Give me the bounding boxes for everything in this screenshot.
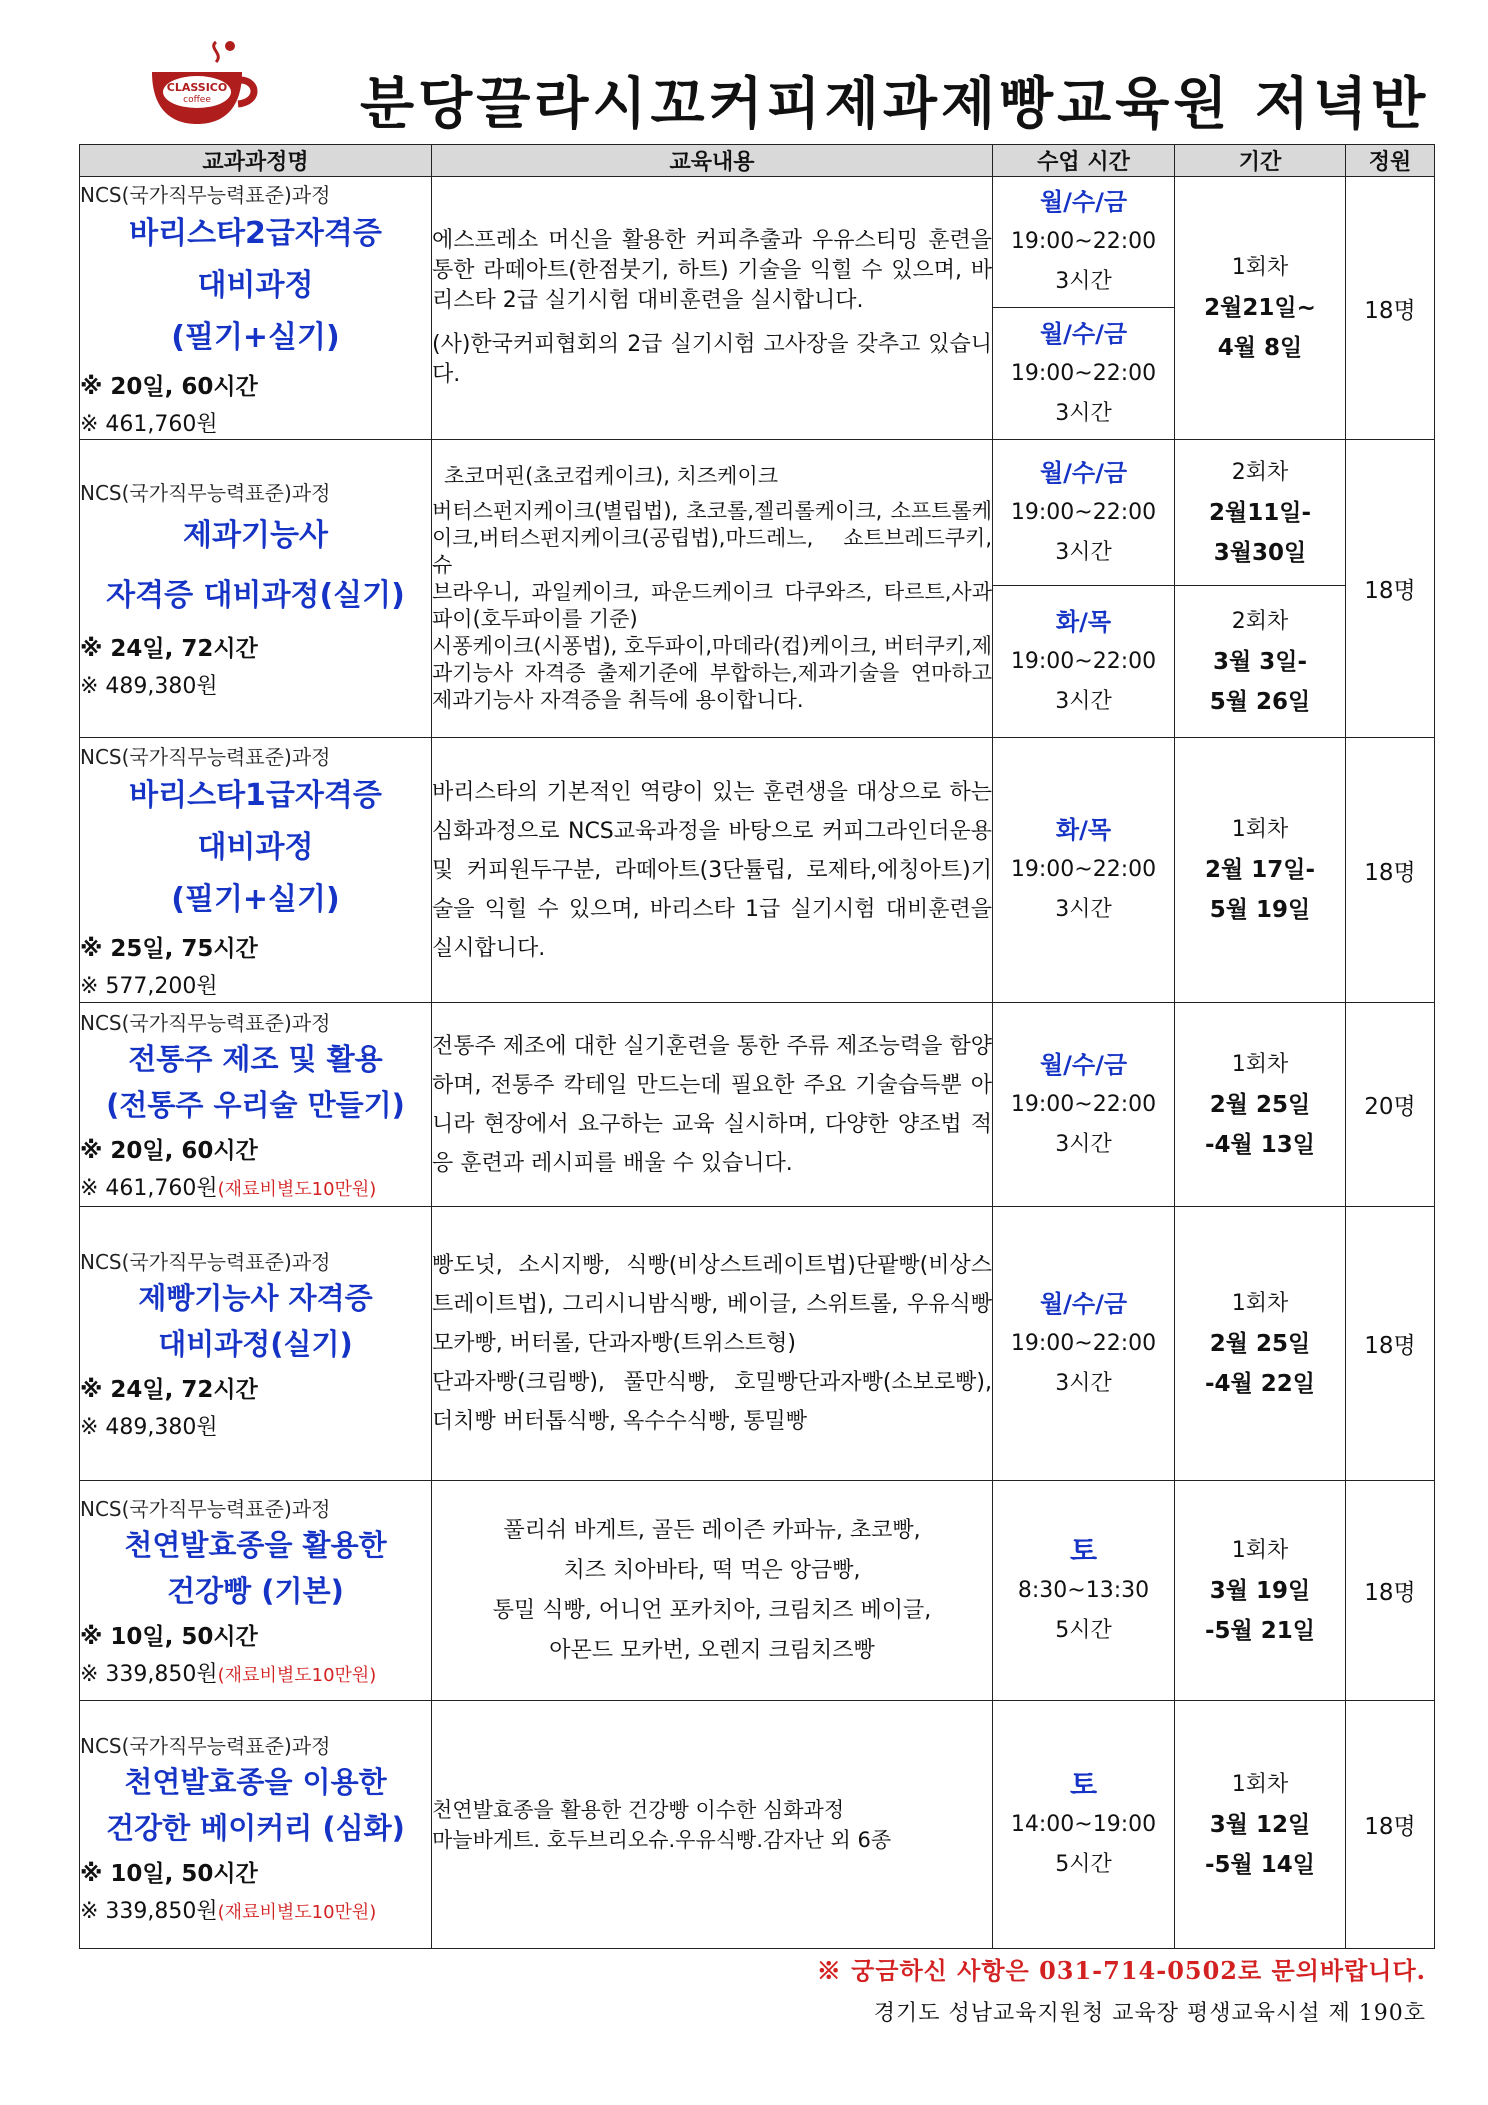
period-start: 2월 25일: [1209, 1330, 1311, 1357]
table-row: [80, 1701, 1435, 1949]
content-text: 아몬드 모카번, 오렌지 크림치즈빵: [549, 1637, 875, 1663]
course-schedule-table: [79, 144, 1435, 1949]
logo-text-classico: CLASSICO: [166, 81, 228, 94]
column-header: 교과과정명: [80, 145, 432, 177]
content-text: 버터스펀지케이크(별립법), 초코롤,젤리롤케이크, 소프트롤케이크,버터스펀지케이크(공립법),마드레느, 쇼트브레드쿠키, 슈: [432, 499, 992, 577]
session-time: 19:00~22:00: [1010, 1091, 1157, 1117]
material-fee-note: (재료비별도10만원): [217, 1179, 377, 1200]
course-price: [80, 1171, 431, 1202]
course-cell: [80, 440, 432, 738]
session-day: 월/수/금: [1039, 319, 1128, 348]
session-cell: [993, 308, 1175, 440]
period-start: 2월 17일-: [1205, 857, 1315, 883]
session-day: 월/수/금: [1039, 1050, 1128, 1079]
period-start: 2월21일~: [1204, 295, 1316, 321]
material-fee-note: (재료비별도10만원): [217, 1902, 377, 1923]
column-header: 정원: [1346, 145, 1435, 177]
content-text: 전통주 제조에 대한 실기훈련을 통한 주류 제조능력을 함양하며, 전통주 칵테일 만드는데 필요한 주요 기술습득뿐 아니라 현장에서 요구하는 교육 실시하며, 다양한 양조법 적응 훈련과 레시피를 배울 수 있습니다.: [432, 1033, 992, 1176]
table-row: [80, 1207, 1435, 1481]
course-name: 건강빵 (기본): [167, 1574, 344, 1608]
ncs-label: NCS(국가직무능력표준)과정: [80, 481, 331, 505]
course-name: 전통주 제조 및 활용: [128, 1042, 383, 1076]
content-text: (사)한국커피협회의 2급 실기시험 고사장을 갖추고 있습니다.: [432, 332, 992, 387]
period-cell: [1175, 1701, 1346, 1949]
course-duration: ※ 25일, 75시간: [80, 935, 258, 962]
ncs-label: NCS(국가직무능력표준)과정: [80, 1250, 331, 1274]
session-day: 월/수/금: [1039, 188, 1128, 216]
contact-notice: ※ 궁금하신 사항은 031-714-0502로 문의바랍니다.: [816, 1956, 1426, 1985]
period-start: 3월 19일: [1209, 1577, 1311, 1604]
table-row: [80, 1003, 1435, 1207]
content-text: 단과자빵(크림빵), 풀만식빵, 호밀빵단과자빵(소보로빵), 더치빵 버터톱식빵, 옥수수식빵, 통밀빵: [432, 1370, 992, 1434]
content-text: 에스프레소 머신을 활용한 커피추출과 우유스티밍 훈련을 통한 라떼아트(한점붓기, 하트) 기술을 익힐 수 있으며, 바리스타 2급 실기시험 대비훈련을 실시합니다.: [432, 228, 992, 313]
content-cell: [432, 1003, 993, 1207]
course-cell: [80, 738, 432, 1003]
logo-text-coffee: coffee: [183, 95, 211, 105]
content-cell: [432, 738, 993, 1003]
period-round: 1회차: [1231, 817, 1289, 842]
course-name: 대비과정: [197, 267, 314, 303]
content-text: 바리스타의 기본적인 역량이 있는 훈련생을 대상으로 하는 심화과정으로 NCS교육과정을 바탕으로 커피그라인더운용 및 커피원두구분, 라떼아트(3단튤립, 로제타,에칭아트)기술을 익힐 수 있으며, 바리스타 1급 실기시험 대비훈련을 실시합니다.: [432, 779, 992, 961]
session-day: 토: [1069, 1533, 1098, 1567]
course-price: ※ 489,380원: [80, 1415, 218, 1440]
capacity-cell: 18명: [1346, 177, 1435, 440]
table-row: [80, 440, 1435, 586]
course-cell: [80, 1481, 432, 1701]
session-hours: 3시간: [1055, 897, 1112, 922]
content-cell: [432, 1207, 993, 1481]
period-cell: [1175, 1003, 1346, 1207]
session-time: 14:00~19:00: [1010, 1811, 1157, 1837]
content-cell: [432, 177, 993, 440]
session-hours: 3시간: [1055, 400, 1112, 426]
session-cell: [993, 1481, 1175, 1701]
course-name: 바리스타1급자격증: [129, 777, 382, 813]
course-duration: ※ 10일, 50시간: [80, 1624, 258, 1650]
price-value: ※ 339,850원: [80, 1899, 218, 1924]
content-text: 브라우니, 과일케이크, 파운드케이크 다쿠와즈, 타르트,사과파이(호두파이를 기준): [432, 580, 992, 631]
period-cell: [1175, 177, 1346, 440]
period-end: 3월30일: [1213, 539, 1307, 566]
session-time: 8:30~13:30: [1017, 1577, 1150, 1603]
capacity-cell: 18명: [1346, 738, 1435, 1003]
content-text: 치즈 치아바타, 떡 먹은 앙금빵,: [563, 1557, 861, 1583]
ncs-label: NCS(국가직무능력표준)과정: [80, 182, 331, 207]
session-hours: 3시간: [1055, 1370, 1112, 1396]
content-cell: [432, 1701, 993, 1949]
ncs-label: NCS(국가직무능력표준)과정: [80, 1734, 331, 1758]
session-day: 화/목: [1055, 816, 1112, 844]
course-name: 제빵기능사 자격증: [138, 1281, 373, 1315]
period-cell: [1175, 586, 1346, 738]
capacity-cell: 18명: [1346, 1481, 1435, 1701]
course-duration: ※ 24일, 72시간: [80, 1377, 258, 1403]
table-row: [80, 738, 1435, 1003]
table-header-row: [80, 145, 1435, 177]
course-duration: ※ 20일, 60시간: [80, 373, 258, 400]
session-cell: [993, 1701, 1175, 1949]
course-cell: [80, 1701, 432, 1949]
ncs-label: NCS(국가직무능력표준)과정: [80, 1497, 331, 1521]
course-duration: ※ 10일, 50시간: [80, 1861, 258, 1887]
course-name: 천연발효종을 활용한: [124, 1528, 387, 1562]
course-price: ※ 489,380원: [80, 674, 218, 699]
column-header: 교육내용: [432, 145, 993, 177]
session-time: 19:00~22:00: [1010, 229, 1157, 254]
content-cell: [432, 440, 993, 738]
course-name: (전통주 우리술 만들기): [106, 1088, 405, 1122]
course-name: (필기+실기): [171, 881, 340, 917]
course-name: 건강한 베이커리 (심화): [106, 1811, 405, 1845]
session-time: 19:00~22:00: [1010, 360, 1157, 386]
period-cell: [1175, 1207, 1346, 1481]
session-cell: [993, 177, 1175, 308]
period-cell: [1175, 738, 1346, 1003]
content-text: 통밀 식빵, 어니언 포카치아, 크림치즈 베이글,: [492, 1597, 932, 1623]
period-round: 1회차: [1231, 255, 1289, 280]
capacity-cell: 18명: [1346, 1701, 1435, 1949]
course-name: 제과기능사: [183, 518, 328, 553]
course-cell: [80, 1207, 432, 1481]
content-text: 초코머핀(쵸코컵케이크), 치즈케이크: [444, 464, 779, 488]
capacity-cell: 18명: [1346, 440, 1435, 738]
price-value: ※ 339,850원: [80, 1662, 218, 1687]
price-value: ※ 461,760원: [80, 1176, 218, 1201]
course-price: [80, 1657, 431, 1688]
content-text: 시퐁케이크(시퐁법), 호두파이,마데라(컵)케이크, 버터쿠키,제과기능사 자격증 출제기준에 부합하는,제과기술을 연마하고 제과기능사 자격증을 취득에 용이합니다.: [432, 634, 992, 712]
period-start: 3월 12일: [1209, 1811, 1311, 1838]
period-end: 4월 8일: [1217, 335, 1303, 361]
session-cell: [993, 586, 1175, 738]
page-header: [0, 0, 1488, 140]
course-cell: [80, 1003, 432, 1207]
classico-coffee-logo-icon: [146, 38, 266, 128]
course-name: 자격증 대비과정(실기): [106, 578, 405, 613]
course-name: 바리스타2급자격증: [129, 215, 382, 251]
period-start: 2월 25일: [1209, 1091, 1311, 1118]
period-round: 2회차: [1231, 459, 1289, 485]
period-start: 2월11일-: [1209, 499, 1311, 526]
period-end: -5월 21일: [1205, 1617, 1315, 1644]
ncs-label: NCS(국가직무능력표준)과정: [80, 744, 331, 769]
session-cell: [993, 440, 1175, 586]
period-end: 5월 19일: [1209, 897, 1311, 923]
ncs-label: NCS(국가직무능력표준)과정: [80, 1011, 331, 1035]
period-end: -4월 13일: [1205, 1131, 1315, 1158]
course-duration: ※ 20일, 60시간: [80, 1138, 258, 1164]
session-day: 화/목: [1055, 607, 1112, 636]
page-title: 분당끌라시꼬커피제과제빵교육원 저녁반: [360, 71, 1430, 137]
course-cell: [80, 177, 432, 440]
content-text: 풀리쉬 바게트, 골든 레이즌 카파뉴, 초코빵,: [503, 1517, 921, 1543]
content-text: 마늘바게트. 호두브리오슈.우유식빵.감자난 외 6종: [432, 1827, 892, 1852]
table-row: [80, 177, 1435, 308]
content-text: 빵도넛, 소시지빵, 식빵(비상스트레이트법)단팥빵(비상스트레이트법), 그리시니밤식빵, 베이글, 스위트롤, 우유식빵모카빵, 버터롤, 단과자빵(트위스트형): [432, 1253, 992, 1356]
period-cell: [1175, 1481, 1346, 1701]
capacity-cell: 18명: [1346, 1207, 1435, 1481]
session-time: 19:00~22:00: [1010, 499, 1157, 525]
course-price: ※ 577,200원: [80, 973, 218, 999]
session-time: 19:00~22:00: [1010, 857, 1157, 882]
session-cell: [993, 738, 1175, 1003]
session-time: 19:00~22:00: [1010, 648, 1157, 674]
session-hours: 3시간: [1055, 1131, 1112, 1157]
session-hours: 3시간: [1055, 539, 1112, 565]
session-time: 19:00~22:00: [1010, 1330, 1157, 1356]
content-text: 천연발효종을 활용한 건강빵 이수한 심화과정: [432, 1797, 845, 1822]
period-end: 5월 26일: [1209, 688, 1311, 715]
session-hours: 3시간: [1055, 688, 1112, 714]
capacity-cell: 20명: [1346, 1003, 1435, 1207]
course-name: 대비과정: [197, 829, 314, 865]
period-round: 1회차: [1231, 1051, 1289, 1077]
table-row: [80, 1481, 1435, 1701]
registration-notice: 경기도 성남교육지원청 교육장 평생교육시설 제 190호: [873, 2001, 1426, 2026]
session-cell: [993, 1207, 1175, 1481]
material-fee-note: (재료비별도10만원): [217, 1665, 377, 1686]
course-duration: ※ 24일, 72시간: [80, 636, 258, 662]
course-name: 대비과정(실기): [158, 1327, 353, 1361]
column-header: 기간: [1175, 145, 1346, 177]
session-cell: [993, 1003, 1175, 1207]
period-round: 2회차: [1231, 608, 1289, 634]
session-day: 월/수/금: [1039, 1289, 1128, 1318]
period-round: 1회차: [1231, 1290, 1289, 1316]
course-price: [80, 1894, 431, 1925]
period-end: -4월 22일: [1205, 1370, 1315, 1397]
session-day: 월/수/금: [1039, 458, 1128, 487]
course-name: 천연발효종을 이용한: [124, 1765, 387, 1799]
column-header: 수업 시간: [993, 145, 1175, 177]
period-cell: [1175, 440, 1346, 586]
session-hours: 3시간: [1055, 269, 1112, 294]
session-hours: 5시간: [1055, 1617, 1112, 1643]
course-name: (필기+실기): [171, 319, 340, 355]
session-hours: 5시간: [1055, 1851, 1112, 1877]
content-cell: [432, 1481, 993, 1701]
period-end: -5월 14일: [1205, 1851, 1315, 1878]
course-price: ※ 461,760원: [80, 411, 218, 437]
session-day: 토: [1069, 1767, 1098, 1801]
period-start: 3월 3일-: [1213, 648, 1307, 675]
period-round: 1회차: [1231, 1771, 1289, 1797]
period-round: 1회차: [1231, 1537, 1289, 1563]
